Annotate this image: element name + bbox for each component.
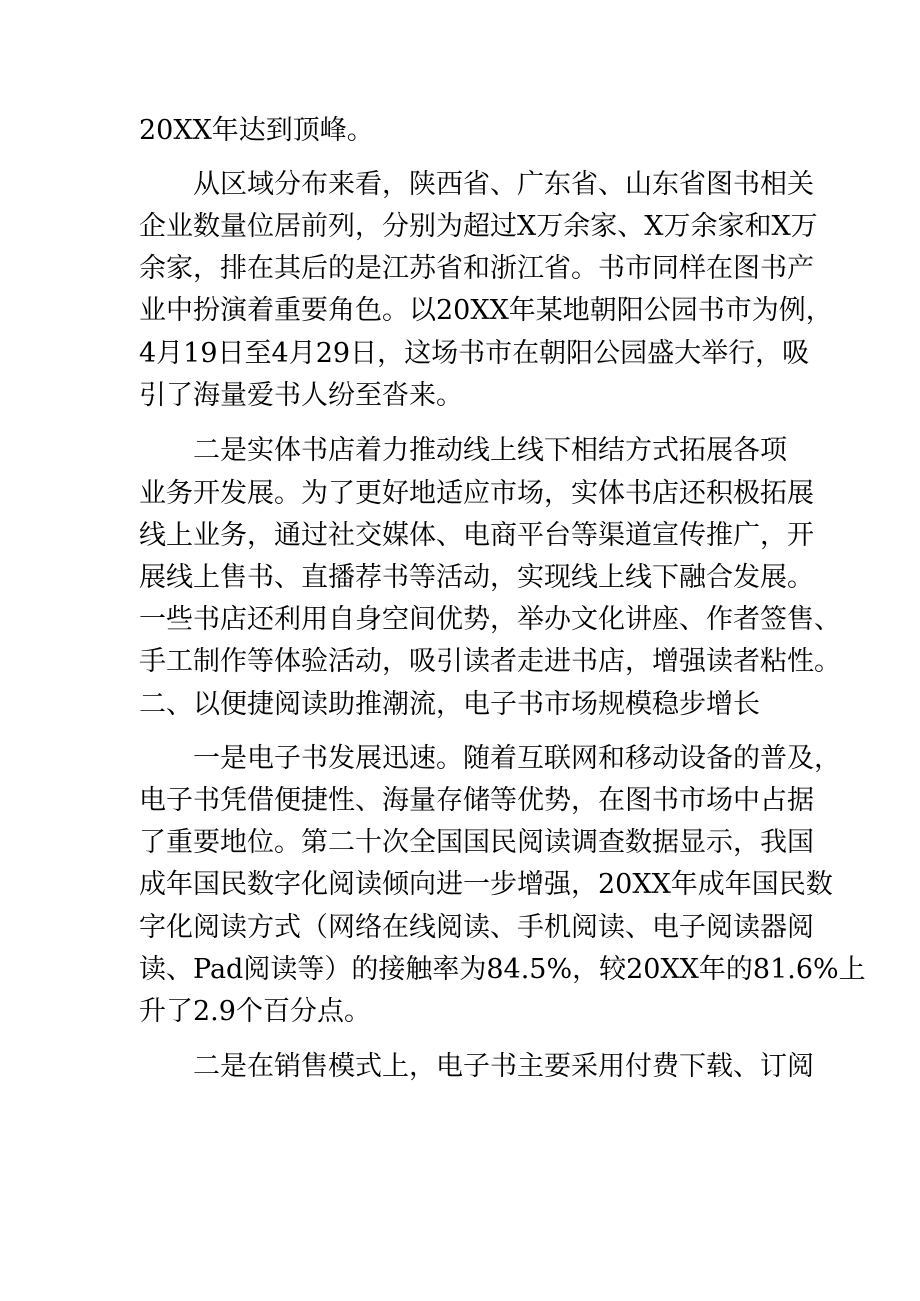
text-line: 一些书店还利用自身空间优势，举办文化讲座、作者签售、 [139, 604, 841, 635]
text-line: 企业数量位居前列，分别为超过X万余家、X万余家和X万 [139, 211, 818, 242]
paragraph-start-line: 二是在销售模式上，电子书主要采用付费下载、订阅 [193, 1051, 814, 1082]
text-line: 成年国民数字化阅读倾向进一步增强，20XX年成年国民数 [139, 869, 833, 900]
text-line: 手工制作等体验活动，吸引读者走进书店，增强读者粘性。 [139, 646, 841, 677]
text-line: 余家，排在其后的是江苏省和浙江省。书市同样在图书产 [139, 253, 814, 284]
text-line: 展线上售书、直播荐书等活动，实现线上线下融合发展。 [139, 562, 814, 593]
text-line: 升了2.9个百分点。 [139, 996, 371, 1027]
text-line: 线上业务，通过社交媒体、电商平台等渠道宣传推广，开 [139, 520, 814, 551]
text-line: 20XX年达到顶峰。 [139, 115, 374, 146]
section-heading: 二、以便捷阅读助推潮流，电子书市场规模稳步增长 [139, 689, 760, 720]
text-line: 字化阅读方式（网络在线阅读、手机阅读、电子阅读器阅 [139, 912, 814, 943]
text-line: 电子书凭借便捷性、海量存储等优势，在图书市场中占据 [139, 785, 814, 816]
text-line: 业务开发展。为了更好地适应市场，实体书店还积极拓展 [139, 478, 814, 509]
text-line: 引了海量爱书人纷至沓来。 [139, 380, 463, 411]
text-line: 了重要地位。第二十次全国国民阅读调查数据显示，我国 [139, 827, 814, 858]
paragraph-start-line: 二是实体书店着力推动线上线下相结方式拓展各项 [193, 435, 787, 466]
text-line: 业中扮演着重要角色。以20XX年某地朝阳公园书市为例， [139, 295, 833, 326]
text-line: 4月19日至4月29日，这场书市在朝阳公园盛大举行，吸 [139, 338, 810, 369]
paragraph-start-line: 一是电子书发展迅速。随着互联网和移动设备的普及， [193, 743, 841, 774]
paragraph-start-line: 从区域分布来看，陕西省、广东省、山东省图书相关 [193, 169, 814, 200]
text-line: 读、Pad阅读等）的接触率为84.5%，较20XX年的81.6%上 [139, 954, 866, 985]
